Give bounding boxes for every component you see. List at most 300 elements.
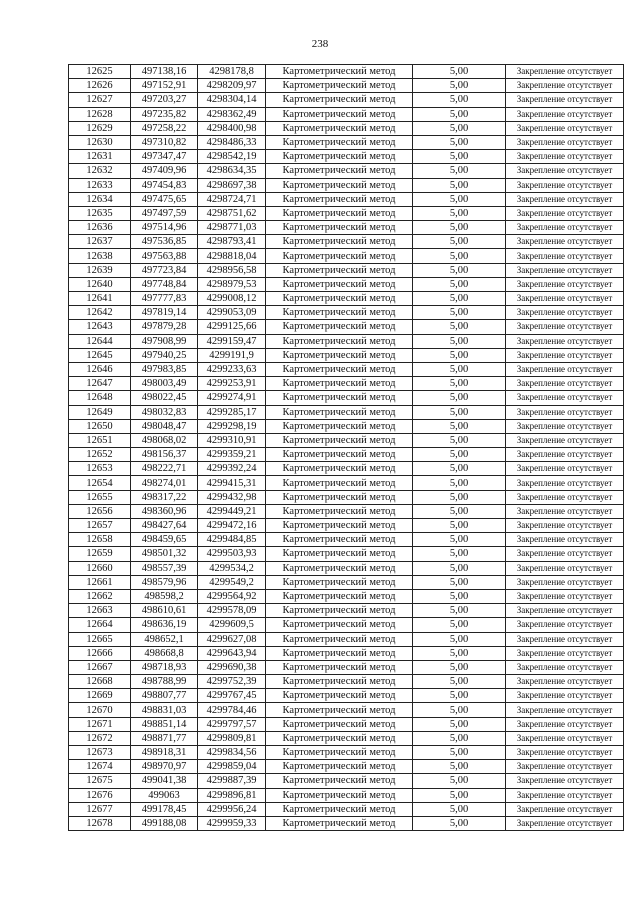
method-cell: Картометрический метод [266, 646, 413, 660]
y-coordinate-cell: 4299564,92 [198, 589, 266, 603]
y-coordinate-cell: 4299627,08 [198, 632, 266, 646]
x-coordinate-cell: 497563,88 [131, 249, 198, 263]
x-coordinate-cell: 499178,45 [131, 802, 198, 816]
point-number-cell: 12628 [69, 107, 131, 121]
y-coordinate-cell: 4298304,14 [198, 93, 266, 107]
y-coordinate-cell: 4299253,91 [198, 377, 266, 391]
method-cell: Картометрический метод [266, 589, 413, 603]
fixation-cell: Закрепление отсутствует [506, 93, 624, 107]
fixation-cell: Закрепление отсутствует [506, 362, 624, 376]
x-coordinate-cell: 497347,47 [131, 150, 198, 164]
table-row [69, 816, 624, 830]
error-cell: 5,00 [413, 249, 506, 263]
point-number-cell: 12643 [69, 320, 131, 334]
x-coordinate-cell: 498360,96 [131, 504, 198, 518]
fixation-cell: Закрепление отсутствует [506, 476, 624, 490]
point-number-cell: 12670 [69, 703, 131, 717]
error-cell: 5,00 [413, 646, 506, 660]
point-number-cell: 12663 [69, 604, 131, 618]
y-coordinate-cell: 4299125,66 [198, 320, 266, 334]
y-coordinate-cell: 4299534,2 [198, 561, 266, 575]
y-coordinate-cell: 4299484,85 [198, 533, 266, 547]
y-coordinate-cell: 4299797,57 [198, 717, 266, 731]
table-row [69, 419, 624, 433]
x-coordinate-cell: 498851,14 [131, 717, 198, 731]
point-number-cell: 12665 [69, 632, 131, 646]
point-number-cell: 12645 [69, 348, 131, 362]
point-number-cell: 12653 [69, 462, 131, 476]
method-cell: Картометрический метод [266, 561, 413, 575]
table-row [69, 760, 624, 774]
y-coordinate-cell: 4299298,19 [198, 419, 266, 433]
error-cell: 5,00 [413, 774, 506, 788]
fixation-cell: Закрепление отсутствует [506, 107, 624, 121]
error-cell: 5,00 [413, 519, 506, 533]
y-coordinate-cell: 4299809,81 [198, 731, 266, 745]
x-coordinate-cell: 498807,77 [131, 689, 198, 703]
table-row [69, 391, 624, 405]
table-row [69, 433, 624, 447]
x-coordinate-cell: 497235,82 [131, 107, 198, 121]
error-cell: 5,00 [413, 206, 506, 220]
method-cell: Картометрический метод [266, 660, 413, 674]
fixation-cell: Закрепление отсутствует [506, 519, 624, 533]
x-coordinate-cell: 498598,2 [131, 589, 198, 603]
y-coordinate-cell: 4299859,04 [198, 760, 266, 774]
fixation-cell: Закрепление отсутствует [506, 604, 624, 618]
point-number-cell: 12668 [69, 675, 131, 689]
y-coordinate-cell: 4299159,47 [198, 334, 266, 348]
table-row [69, 150, 624, 164]
error-cell: 5,00 [413, 107, 506, 121]
error-cell: 5,00 [413, 717, 506, 731]
point-number-cell: 12641 [69, 292, 131, 306]
x-coordinate-cell: 498788,99 [131, 675, 198, 689]
fixation-cell: Закрепление отсутствует [506, 206, 624, 220]
x-coordinate-cell: 498918,31 [131, 746, 198, 760]
y-coordinate-cell: 4298979,53 [198, 277, 266, 291]
fixation-cell: Закрепление отсутствует [506, 419, 624, 433]
table-body [69, 65, 624, 831]
method-cell: Картометрический метод [266, 533, 413, 547]
fixation-cell: Закрепление отсутствует [506, 334, 624, 348]
fixation-cell: Закрепление отсутствует [506, 618, 624, 632]
y-coordinate-cell: 4299609,5 [198, 618, 266, 632]
fixation-cell: Закрепление отсутствует [506, 788, 624, 802]
x-coordinate-cell: 498274,01 [131, 476, 198, 490]
x-coordinate-cell: 498831,03 [131, 703, 198, 717]
table-row [69, 703, 624, 717]
method-cell: Картометрический метод [266, 731, 413, 745]
table-row [69, 746, 624, 760]
method-cell: Картометрический метод [266, 802, 413, 816]
point-number-cell: 12666 [69, 646, 131, 660]
x-coordinate-cell: 498022,45 [131, 391, 198, 405]
error-cell: 5,00 [413, 490, 506, 504]
method-cell: Картометрический метод [266, 65, 413, 79]
point-number-cell: 12634 [69, 192, 131, 206]
error-cell: 5,00 [413, 79, 506, 93]
point-number-cell: 12626 [69, 79, 131, 93]
y-coordinate-cell: 4298486,33 [198, 135, 266, 149]
error-cell: 5,00 [413, 320, 506, 334]
y-coordinate-cell: 4299008,12 [198, 292, 266, 306]
table-row [69, 547, 624, 561]
table-row [69, 476, 624, 490]
table-row [69, 362, 624, 376]
table-row [69, 675, 624, 689]
method-cell: Картометрический метод [266, 178, 413, 192]
table-row [69, 504, 624, 518]
x-coordinate-cell: 497908,99 [131, 334, 198, 348]
x-coordinate-cell: 498003,49 [131, 377, 198, 391]
x-coordinate-cell: 498610,61 [131, 604, 198, 618]
table-row [69, 377, 624, 391]
error-cell: 5,00 [413, 689, 506, 703]
method-cell: Картометрический метод [266, 490, 413, 504]
method-cell: Картометрический метод [266, 79, 413, 93]
method-cell: Картометрический метод [266, 164, 413, 178]
table-row [69, 348, 624, 362]
table-row [69, 448, 624, 462]
point-number-cell: 12677 [69, 802, 131, 816]
point-number-cell: 12644 [69, 334, 131, 348]
error-cell: 5,00 [413, 150, 506, 164]
y-coordinate-cell: 4298634,35 [198, 164, 266, 178]
point-number-cell: 12646 [69, 362, 131, 376]
x-coordinate-cell: 497409,96 [131, 164, 198, 178]
point-number-cell: 12652 [69, 448, 131, 462]
table-row [69, 604, 624, 618]
x-coordinate-cell: 498636,19 [131, 618, 198, 632]
x-coordinate-cell: 497879,28 [131, 320, 198, 334]
error-cell: 5,00 [413, 164, 506, 178]
method-cell: Картометрический метод [266, 519, 413, 533]
error-cell: 5,00 [413, 135, 506, 149]
method-cell: Картометрический метод [266, 547, 413, 561]
x-coordinate-cell: 498579,96 [131, 575, 198, 589]
method-cell: Картометрический метод [266, 320, 413, 334]
error-cell: 5,00 [413, 192, 506, 206]
y-coordinate-cell: 4299285,17 [198, 405, 266, 419]
point-number-cell: 12625 [69, 65, 131, 79]
x-coordinate-cell: 497777,83 [131, 292, 198, 306]
y-coordinate-cell: 4299784,46 [198, 703, 266, 717]
fixation-cell: Закрепление отсутствует [506, 292, 624, 306]
fixation-cell: Закрепление отсутствует [506, 731, 624, 745]
error-cell: 5,00 [413, 221, 506, 235]
table-row [69, 306, 624, 320]
point-number-cell: 12633 [69, 178, 131, 192]
x-coordinate-cell: 498668,8 [131, 646, 198, 660]
point-number-cell: 12678 [69, 816, 131, 830]
x-coordinate-cell: 497983,85 [131, 362, 198, 376]
point-number-cell: 12627 [69, 93, 131, 107]
fixation-cell: Закрепление отсутствует [506, 462, 624, 476]
error-cell: 5,00 [413, 589, 506, 603]
y-coordinate-cell: 4299690,38 [198, 660, 266, 674]
point-number-cell: 12631 [69, 150, 131, 164]
error-cell: 5,00 [413, 65, 506, 79]
method-cell: Картометрический метод [266, 192, 413, 206]
method-cell: Картометрический метод [266, 391, 413, 405]
table-row [69, 618, 624, 632]
error-cell: 5,00 [413, 405, 506, 419]
method-cell: Картометрический метод [266, 306, 413, 320]
fixation-cell: Закрепление отсутствует [506, 150, 624, 164]
x-coordinate-cell: 497454,83 [131, 178, 198, 192]
fixation-cell: Закрепление отсутствует [506, 533, 624, 547]
fixation-cell: Закрепление отсутствует [506, 561, 624, 575]
y-coordinate-cell: 4298542,19 [198, 150, 266, 164]
y-coordinate-cell: 4299956,24 [198, 802, 266, 816]
method-cell: Картометрический метод [266, 348, 413, 362]
y-coordinate-cell: 4299549,2 [198, 575, 266, 589]
method-cell: Картометрический метод [266, 206, 413, 220]
x-coordinate-cell: 499188,08 [131, 816, 198, 830]
y-coordinate-cell: 4298956,58 [198, 263, 266, 277]
method-cell: Картометрический метод [266, 150, 413, 164]
fixation-cell: Закрепление отсутствует [506, 65, 624, 79]
point-number-cell: 12660 [69, 561, 131, 575]
method-cell: Картометрический метод [266, 277, 413, 291]
table-row [69, 519, 624, 533]
point-number-cell: 12654 [69, 476, 131, 490]
point-number-cell: 12674 [69, 760, 131, 774]
table-row [69, 533, 624, 547]
x-coordinate-cell: 498032,83 [131, 405, 198, 419]
fixation-cell: Закрепление отсутствует [506, 575, 624, 589]
x-coordinate-cell: 499041,38 [131, 774, 198, 788]
method-cell: Картометрический метод [266, 448, 413, 462]
x-coordinate-cell: 498718,93 [131, 660, 198, 674]
y-coordinate-cell: 4299449,21 [198, 504, 266, 518]
table-row [69, 292, 624, 306]
point-number-cell: 12667 [69, 660, 131, 674]
fixation-cell: Закрепление отсутствует [506, 448, 624, 462]
point-number-cell: 12637 [69, 235, 131, 249]
point-number-cell: 12630 [69, 135, 131, 149]
table-row [69, 320, 624, 334]
point-number-cell: 12658 [69, 533, 131, 547]
method-cell: Картометрический метод [266, 93, 413, 107]
error-cell: 5,00 [413, 348, 506, 362]
x-coordinate-cell: 498501,32 [131, 547, 198, 561]
table-row [69, 178, 624, 192]
y-coordinate-cell: 4299834,56 [198, 746, 266, 760]
method-cell: Картометрический метод [266, 816, 413, 830]
table-row [69, 589, 624, 603]
x-coordinate-cell: 498427,64 [131, 519, 198, 533]
error-cell: 5,00 [413, 547, 506, 561]
table-row [69, 802, 624, 816]
point-number-cell: 12649 [69, 405, 131, 419]
y-coordinate-cell: 4299191,9 [198, 348, 266, 362]
method-cell: Картометрический метод [266, 604, 413, 618]
error-cell: 5,00 [413, 504, 506, 518]
error-cell: 5,00 [413, 462, 506, 476]
table-row [69, 93, 624, 107]
fixation-cell: Закрепление отсутствует [506, 348, 624, 362]
y-coordinate-cell: 4299310,91 [198, 433, 266, 447]
y-coordinate-cell: 4298362,49 [198, 107, 266, 121]
fixation-cell: Закрепление отсутствует [506, 646, 624, 660]
error-cell: 5,00 [413, 533, 506, 547]
point-number-cell: 12638 [69, 249, 131, 263]
x-coordinate-cell: 497514,96 [131, 221, 198, 235]
x-coordinate-cell: 497258,22 [131, 121, 198, 135]
error-cell: 5,00 [413, 306, 506, 320]
error-cell: 5,00 [413, 292, 506, 306]
error-cell: 5,00 [413, 675, 506, 689]
error-cell: 5,00 [413, 178, 506, 192]
error-cell: 5,00 [413, 731, 506, 745]
table-row [69, 221, 624, 235]
table-row [69, 249, 624, 263]
method-cell: Картометрический метод [266, 263, 413, 277]
y-coordinate-cell: 4298209,97 [198, 79, 266, 93]
point-number-cell: 12657 [69, 519, 131, 533]
table-row [69, 65, 624, 79]
y-coordinate-cell: 4299503,93 [198, 547, 266, 561]
table-row [69, 632, 624, 646]
method-cell: Картометрический метод [266, 689, 413, 703]
fixation-cell: Закрепление отсутствует [506, 277, 624, 291]
table-row [69, 107, 624, 121]
fixation-cell: Закрепление отсутствует [506, 249, 624, 263]
fixation-cell: Закрепление отсутствует [506, 746, 624, 760]
table-row [69, 206, 624, 220]
error-cell: 5,00 [413, 816, 506, 830]
error-cell: 5,00 [413, 93, 506, 107]
point-number-cell: 12659 [69, 547, 131, 561]
error-cell: 5,00 [413, 703, 506, 717]
x-coordinate-cell: 497723,84 [131, 263, 198, 277]
method-cell: Картометрический метод [266, 292, 413, 306]
error-cell: 5,00 [413, 334, 506, 348]
table-row [69, 774, 624, 788]
table-row [69, 788, 624, 802]
x-coordinate-cell: 497203,27 [131, 93, 198, 107]
method-cell: Картометрический метод [266, 362, 413, 376]
error-cell: 5,00 [413, 604, 506, 618]
y-coordinate-cell: 4299415,31 [198, 476, 266, 490]
point-number-cell: 12673 [69, 746, 131, 760]
method-cell: Картометрический метод [266, 618, 413, 632]
point-number-cell: 12642 [69, 306, 131, 320]
table-row [69, 79, 624, 93]
error-cell: 5,00 [413, 561, 506, 575]
fixation-cell: Закрепление отсутствует [506, 675, 624, 689]
error-cell: 5,00 [413, 448, 506, 462]
x-coordinate-cell: 498871,77 [131, 731, 198, 745]
y-coordinate-cell: 4299887,39 [198, 774, 266, 788]
fixation-cell: Закрепление отсутствует [506, 320, 624, 334]
table-row [69, 235, 624, 249]
method-cell: Картометрический метод [266, 433, 413, 447]
fixation-cell: Закрепление отсутствует [506, 660, 624, 674]
method-cell: Картометрический метод [266, 221, 413, 235]
method-cell: Картометрический метод [266, 476, 413, 490]
method-cell: Картометрический метод [266, 675, 413, 689]
table-row [69, 263, 624, 277]
y-coordinate-cell: 4298178,8 [198, 65, 266, 79]
y-coordinate-cell: 4299767,45 [198, 689, 266, 703]
y-coordinate-cell: 4299053,09 [198, 306, 266, 320]
table-row [69, 405, 624, 419]
error-cell: 5,00 [413, 746, 506, 760]
x-coordinate-cell: 498557,39 [131, 561, 198, 575]
fixation-cell: Закрепление отсутствует [506, 504, 624, 518]
error-cell: 5,00 [413, 760, 506, 774]
table-row [69, 490, 624, 504]
x-coordinate-cell: 497536,85 [131, 235, 198, 249]
y-coordinate-cell: 4299578,09 [198, 604, 266, 618]
method-cell: Картометрический метод [266, 575, 413, 589]
y-coordinate-cell: 4299432,98 [198, 490, 266, 504]
x-coordinate-cell: 499063 [131, 788, 198, 802]
y-coordinate-cell: 4299752,39 [198, 675, 266, 689]
table-row [69, 689, 624, 703]
fixation-cell: Закрепление отсутствует [506, 178, 624, 192]
table-row [69, 164, 624, 178]
error-cell: 5,00 [413, 235, 506, 249]
fixation-cell: Закрепление отсутствует [506, 391, 624, 405]
fixation-cell: Закрепление отсутствует [506, 405, 624, 419]
point-number-cell: 12648 [69, 391, 131, 405]
point-number-cell: 12675 [69, 774, 131, 788]
method-cell: Картометрический метод [266, 774, 413, 788]
method-cell: Картометрический метод [266, 746, 413, 760]
point-number-cell: 12640 [69, 277, 131, 291]
point-number-cell: 12632 [69, 164, 131, 178]
error-cell: 5,00 [413, 419, 506, 433]
method-cell: Картометрический метод [266, 788, 413, 802]
method-cell: Картометрический метод [266, 703, 413, 717]
point-number-cell: 12655 [69, 490, 131, 504]
method-cell: Картометрический метод [266, 235, 413, 249]
y-coordinate-cell: 4299896,81 [198, 788, 266, 802]
y-coordinate-cell: 4299472,16 [198, 519, 266, 533]
x-coordinate-cell: 498970,97 [131, 760, 198, 774]
point-number-cell: 12676 [69, 788, 131, 802]
point-number-cell: 12664 [69, 618, 131, 632]
error-cell: 5,00 [413, 263, 506, 277]
table-row [69, 646, 624, 660]
fixation-cell: Закрепление отсутствует [506, 703, 624, 717]
y-coordinate-cell: 4298697,38 [198, 178, 266, 192]
point-number-cell: 12639 [69, 263, 131, 277]
fixation-cell: Закрепление отсутствует [506, 235, 624, 249]
error-cell: 5,00 [413, 121, 506, 135]
fixation-cell: Закрепление отсутствует [506, 221, 624, 235]
error-cell: 5,00 [413, 802, 506, 816]
error-cell: 5,00 [413, 788, 506, 802]
fixation-cell: Закрепление отсутствует [506, 632, 624, 646]
table-row [69, 660, 624, 674]
fixation-cell: Закрепление отсутствует [506, 433, 624, 447]
table-row [69, 277, 624, 291]
method-cell: Картометрический метод [266, 632, 413, 646]
table-row [69, 717, 624, 731]
point-number-cell: 12656 [69, 504, 131, 518]
fixation-cell: Закрепление отсутствует [506, 306, 624, 320]
fixation-cell: Закрепление отсутствует [506, 816, 624, 830]
x-coordinate-cell: 498459,65 [131, 533, 198, 547]
x-coordinate-cell: 498222,71 [131, 462, 198, 476]
method-cell: Картометрический метод [266, 419, 413, 433]
fixation-cell: Закрепление отсутствует [506, 135, 624, 149]
